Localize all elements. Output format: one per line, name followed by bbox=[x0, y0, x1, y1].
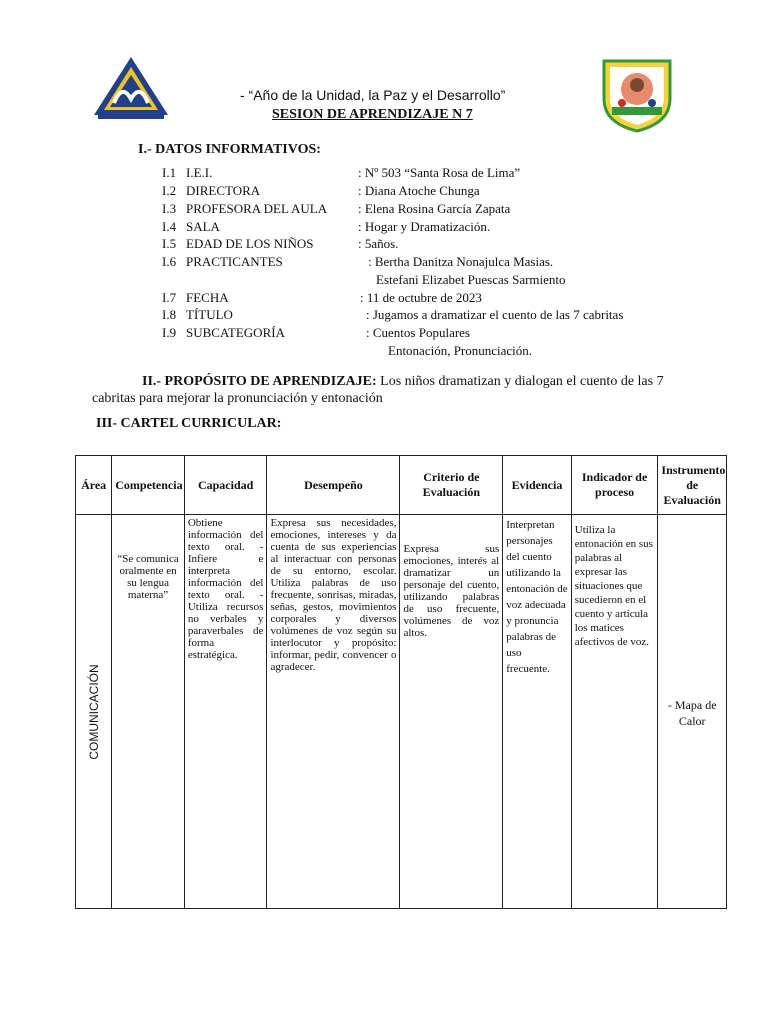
table-header-row bbox=[76, 456, 727, 515]
mountain-logo-icon bbox=[92, 55, 170, 123]
cell-instrumento: - Mapa de Calor bbox=[658, 515, 727, 909]
table-row bbox=[76, 515, 727, 909]
header-indicador: Indicador de proceso bbox=[571, 456, 658, 515]
header-instrumento: Instrumento de Evaluación bbox=[658, 456, 727, 515]
header-area: Área bbox=[76, 456, 112, 515]
cell-criterio: Expresa sus emociones, interés al dramatizar un personaje del cuento, utilizando palabras de uso frecuente, volúmenes de voz altos. bbox=[400, 515, 503, 909]
header-capacidad: Capacidad bbox=[184, 456, 267, 515]
cell-desempeno: Expresa sus necesidades, emociones, intereses y da cuenta de sus experiencias al interactuar con personas de su entorno, escolar. Utiliza palabras de uso frecuente, sonrisas, miradas, señas, gestos, movimientos corporales y diversos volúmenes de voz según su interlocutor y propósito: informar, pedir, convencer o agradecer. bbox=[267, 515, 400, 909]
header-competencia: Competencia bbox=[112, 456, 185, 515]
session-title: SESION DE APRENDIZAJE N 7 bbox=[272, 107, 473, 122]
datos-list: I.1 I.E.I. : Nº 503 “Santa Rosa de Lima” I.2 DIRECTORA : Diana Atoche Chunga I.3 PROFESORA DEL AULA : Elena Rosina García Zapata I.4 SALA : Hogar y Dramatización. I.5 EDAD DE LOS NIÑOS : 5años. I.6 PRACTICANTES : Bertha Danitza Nonajulca Masias. Estefani Elizabet Puescas Sarmiento I.7 FECHA : 11 de octubre de 2023 I.8 TÍTULO : Jugamos a dramatizar el cuento de las 7 cabritas I.9 SUBCATEGORÍA : Cuentos Populares Entonación, Pronunciación. bbox=[162, 165, 624, 358]
school-shield-logo bbox=[598, 55, 676, 133]
purpose-text: Los niños dramatizan y dialogan el cuento de las 7 cabritas para mejorar la pronunciación y entonación bbox=[92, 374, 664, 406]
institution-logo-left bbox=[92, 55, 170, 123]
cell-evidencia: Interpretan personajes del cuento utilizando la entonación de voz adecuada y pronuncia palabras de uso frecuente. bbox=[503, 515, 572, 909]
cell-area bbox=[76, 515, 112, 909]
header-desempeno: Desempeño bbox=[267, 456, 400, 515]
area-label: COMUNICACIÓN bbox=[86, 663, 101, 760]
curricular-table bbox=[75, 455, 727, 909]
year-motto: - “Año de la Unidad, la Paz y el Desarrollo” bbox=[240, 87, 506, 103]
cell-indicador: Utiliza la entonación en sus palabras al expresar las situaciones que sucedieron en el cuento y articula los matices afectivos de voz. bbox=[571, 515, 658, 909]
datos-heading: I.- DATOS INFORMATIVOS: bbox=[138, 142, 321, 157]
purpose-heading: II.- PROPÓSITO DE APRENDIZAJE: bbox=[142, 374, 377, 389]
cell-capacidad: Obtiene información del texto oral. -Infiere e interpreta información del texto oral. -Utiliza recursos no verbales y paraverbales de forma estratégica. bbox=[184, 515, 267, 909]
header-evidencia: Evidencia bbox=[503, 456, 572, 515]
header-criterio: Criterio de Evaluación bbox=[400, 456, 503, 515]
purpose-paragraph bbox=[92, 373, 682, 407]
shield-icon bbox=[598, 55, 676, 133]
cartel-heading: III- CARTEL CURRICULAR: bbox=[96, 416, 282, 431]
cell-competencia: “Se comunica oralmente en su lengua materna” bbox=[112, 515, 185, 909]
